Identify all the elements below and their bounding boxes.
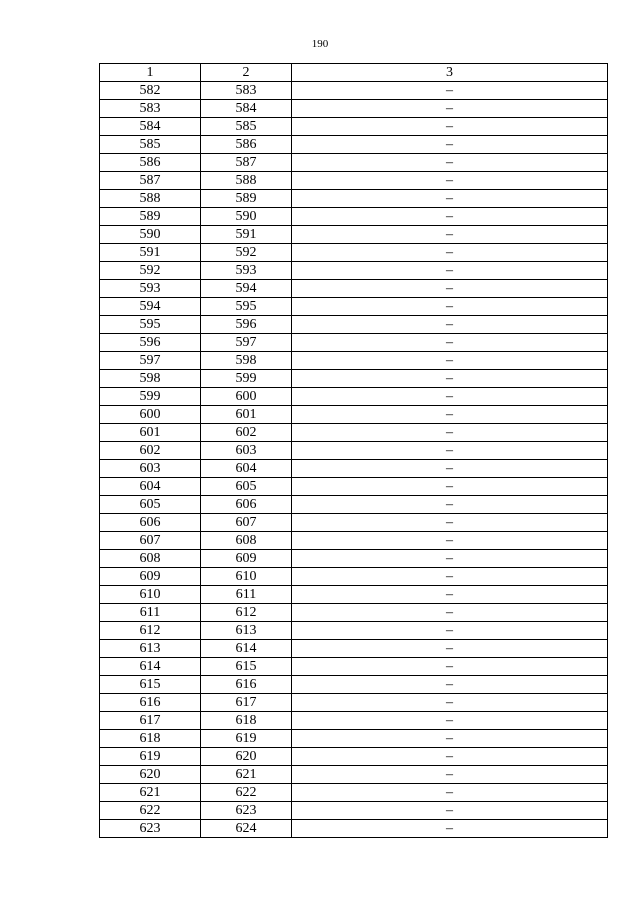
cell-col-1: 606 bbox=[100, 514, 201, 532]
cell-col-1: 617 bbox=[100, 712, 201, 730]
cell-col-3: – bbox=[292, 784, 608, 802]
cell-col-3: – bbox=[292, 316, 608, 334]
cell-col-1: 608 bbox=[100, 550, 201, 568]
cell-col-2: 618 bbox=[201, 712, 292, 730]
table-row bbox=[100, 568, 608, 586]
cell-col-2: 621 bbox=[201, 766, 292, 784]
table-row bbox=[100, 802, 608, 820]
cell-col-3: – bbox=[292, 262, 608, 280]
cell-col-1: 620 bbox=[100, 766, 201, 784]
cell-col-2: 615 bbox=[201, 658, 292, 676]
cell-col-1: 602 bbox=[100, 442, 201, 460]
cell-col-2: 599 bbox=[201, 370, 292, 388]
table-row bbox=[100, 604, 608, 622]
table-row bbox=[100, 208, 608, 226]
table-row bbox=[100, 388, 608, 406]
cell-col-2: 616 bbox=[201, 676, 292, 694]
table-row bbox=[100, 712, 608, 730]
cell-col-1: 600 bbox=[100, 406, 201, 424]
table-row bbox=[100, 640, 608, 658]
cell-col-1: 609 bbox=[100, 568, 201, 586]
cell-col-2: 617 bbox=[201, 694, 292, 712]
cell-col-3: – bbox=[292, 658, 608, 676]
table-row bbox=[100, 586, 608, 604]
cell-col-3: – bbox=[292, 550, 608, 568]
column-header-3: 3 bbox=[292, 64, 608, 82]
cell-col-2: 597 bbox=[201, 334, 292, 352]
cell-col-3: – bbox=[292, 640, 608, 658]
cell-col-2: 595 bbox=[201, 298, 292, 316]
cell-col-3: – bbox=[292, 280, 608, 298]
table-body bbox=[100, 82, 608, 838]
table-row bbox=[100, 334, 608, 352]
cell-col-3: – bbox=[292, 676, 608, 694]
cell-col-1: 615 bbox=[100, 676, 201, 694]
cell-col-1: 612 bbox=[100, 622, 201, 640]
cell-col-1: 582 bbox=[100, 82, 201, 100]
cell-col-1: 585 bbox=[100, 136, 201, 154]
cell-col-1: 614 bbox=[100, 658, 201, 676]
cell-col-1: 623 bbox=[100, 820, 201, 838]
cell-col-1: 622 bbox=[100, 802, 201, 820]
cell-col-2: 604 bbox=[201, 460, 292, 478]
cell-col-2: 622 bbox=[201, 784, 292, 802]
table-row bbox=[100, 244, 608, 262]
table-row bbox=[100, 550, 608, 568]
cell-col-2: 591 bbox=[201, 226, 292, 244]
cell-col-2: 602 bbox=[201, 424, 292, 442]
cell-col-2: 613 bbox=[201, 622, 292, 640]
cell-col-3: – bbox=[292, 586, 608, 604]
table-row bbox=[100, 298, 608, 316]
cell-col-1: 587 bbox=[100, 172, 201, 190]
cell-col-1: 611 bbox=[100, 604, 201, 622]
cell-col-3: – bbox=[292, 748, 608, 766]
table-row bbox=[100, 442, 608, 460]
cell-col-2: 598 bbox=[201, 352, 292, 370]
cell-col-3: – bbox=[292, 622, 608, 640]
cell-col-3: – bbox=[292, 460, 608, 478]
cell-col-1: 596 bbox=[100, 334, 201, 352]
table-row bbox=[100, 136, 608, 154]
cell-col-2: 584 bbox=[201, 100, 292, 118]
cell-col-1: 597 bbox=[100, 352, 201, 370]
table-row bbox=[100, 172, 608, 190]
cell-col-1: 594 bbox=[100, 298, 201, 316]
cell-col-2: 614 bbox=[201, 640, 292, 658]
table-row bbox=[100, 424, 608, 442]
cell-col-2: 592 bbox=[201, 244, 292, 262]
table-row bbox=[100, 370, 608, 388]
table-row bbox=[100, 262, 608, 280]
cell-col-3: – bbox=[292, 388, 608, 406]
cell-col-1: 603 bbox=[100, 460, 201, 478]
cell-col-3: – bbox=[292, 604, 608, 622]
cell-col-3: – bbox=[292, 730, 608, 748]
cell-col-2: 586 bbox=[201, 136, 292, 154]
cell-col-3: – bbox=[292, 244, 608, 262]
cell-col-1: 598 bbox=[100, 370, 201, 388]
table-row bbox=[100, 154, 608, 172]
table-row bbox=[100, 316, 608, 334]
cell-col-2: 611 bbox=[201, 586, 292, 604]
cell-col-2: 594 bbox=[201, 280, 292, 298]
cell-col-1: 595 bbox=[100, 316, 201, 334]
cell-col-1: 604 bbox=[100, 478, 201, 496]
page-number: 190 bbox=[311, 38, 329, 50]
cell-col-2: 607 bbox=[201, 514, 292, 532]
cell-col-2: 589 bbox=[201, 190, 292, 208]
table-row bbox=[100, 478, 608, 496]
cell-col-1: 591 bbox=[100, 244, 201, 262]
table-row bbox=[100, 694, 608, 712]
cell-col-1: 601 bbox=[100, 424, 201, 442]
cell-col-1: 613 bbox=[100, 640, 201, 658]
table-row bbox=[100, 82, 608, 100]
column-header-2: 2 bbox=[201, 64, 292, 82]
table-row bbox=[100, 730, 608, 748]
table-row bbox=[100, 622, 608, 640]
cell-col-3: – bbox=[292, 496, 608, 514]
cell-col-2: 605 bbox=[201, 478, 292, 496]
cell-col-1: 583 bbox=[100, 100, 201, 118]
cell-col-3: – bbox=[292, 208, 608, 226]
cell-col-3: – bbox=[292, 334, 608, 352]
table-row bbox=[100, 190, 608, 208]
cell-col-2: 623 bbox=[201, 802, 292, 820]
cell-col-3: – bbox=[292, 514, 608, 532]
table-row bbox=[100, 118, 608, 136]
cell-col-1: 621 bbox=[100, 784, 201, 802]
cell-col-2: 608 bbox=[201, 532, 292, 550]
cell-col-2: 612 bbox=[201, 604, 292, 622]
table-row bbox=[100, 496, 608, 514]
cell-col-2: 587 bbox=[201, 154, 292, 172]
cell-col-3: – bbox=[292, 442, 608, 460]
table-row bbox=[100, 820, 608, 838]
table-row bbox=[100, 352, 608, 370]
cell-col-2: 600 bbox=[201, 388, 292, 406]
cell-col-3: – bbox=[292, 766, 608, 784]
cell-col-1: 590 bbox=[100, 226, 201, 244]
cell-col-1: 605 bbox=[100, 496, 201, 514]
cell-col-2: 603 bbox=[201, 442, 292, 460]
cell-col-3: – bbox=[292, 802, 608, 820]
cell-col-2: 606 bbox=[201, 496, 292, 514]
cell-col-3: – bbox=[292, 136, 608, 154]
cell-col-3: – bbox=[292, 100, 608, 118]
cell-col-3: – bbox=[292, 154, 608, 172]
table-row bbox=[100, 514, 608, 532]
cell-col-3: – bbox=[292, 298, 608, 316]
cell-col-2: 610 bbox=[201, 568, 292, 586]
cell-col-3: – bbox=[292, 694, 608, 712]
cell-col-3: – bbox=[292, 118, 608, 136]
table-row bbox=[100, 658, 608, 676]
data-table bbox=[99, 63, 608, 838]
cell-col-1: 599 bbox=[100, 388, 201, 406]
cell-col-2: 585 bbox=[201, 118, 292, 136]
cell-col-3: – bbox=[292, 478, 608, 496]
cell-col-1: 589 bbox=[100, 208, 201, 226]
table-row bbox=[100, 676, 608, 694]
cell-col-2: 583 bbox=[201, 82, 292, 100]
cell-col-2: 596 bbox=[201, 316, 292, 334]
column-header-1: 1 bbox=[100, 64, 201, 82]
cell-col-3: – bbox=[292, 712, 608, 730]
cell-col-2: 624 bbox=[201, 820, 292, 838]
cell-col-2: 593 bbox=[201, 262, 292, 280]
cell-col-3: – bbox=[292, 424, 608, 442]
table-row bbox=[100, 280, 608, 298]
cell-col-3: – bbox=[292, 226, 608, 244]
cell-col-3: – bbox=[292, 190, 608, 208]
cell-col-2: 590 bbox=[201, 208, 292, 226]
cell-col-2: 619 bbox=[201, 730, 292, 748]
table-row bbox=[100, 100, 608, 118]
cell-col-3: – bbox=[292, 532, 608, 550]
cell-col-1: 616 bbox=[100, 694, 201, 712]
cell-col-3: – bbox=[292, 568, 608, 586]
cell-col-1: 588 bbox=[100, 190, 201, 208]
cell-col-2: 620 bbox=[201, 748, 292, 766]
cell-col-2: 601 bbox=[201, 406, 292, 424]
cell-col-2: 609 bbox=[201, 550, 292, 568]
cell-col-3: – bbox=[292, 370, 608, 388]
cell-col-1: 610 bbox=[100, 586, 201, 604]
cell-col-1: 592 bbox=[100, 262, 201, 280]
cell-col-1: 607 bbox=[100, 532, 201, 550]
cell-col-3: – bbox=[292, 352, 608, 370]
cell-col-1: 618 bbox=[100, 730, 201, 748]
table-row bbox=[100, 406, 608, 424]
table-row bbox=[100, 460, 608, 478]
table-row bbox=[100, 766, 608, 784]
cell-col-1: 593 bbox=[100, 280, 201, 298]
table-row bbox=[100, 226, 608, 244]
cell-col-3: – bbox=[292, 820, 608, 838]
table-row bbox=[100, 532, 608, 550]
cell-col-3: – bbox=[292, 82, 608, 100]
cell-col-1: 586 bbox=[100, 154, 201, 172]
table-row bbox=[100, 748, 608, 766]
table-header-row bbox=[100, 64, 608, 82]
cell-col-3: – bbox=[292, 172, 608, 190]
cell-col-1: 619 bbox=[100, 748, 201, 766]
cell-col-1: 584 bbox=[100, 118, 201, 136]
cell-col-3: – bbox=[292, 406, 608, 424]
table-row bbox=[100, 784, 608, 802]
cell-col-2: 588 bbox=[201, 172, 292, 190]
